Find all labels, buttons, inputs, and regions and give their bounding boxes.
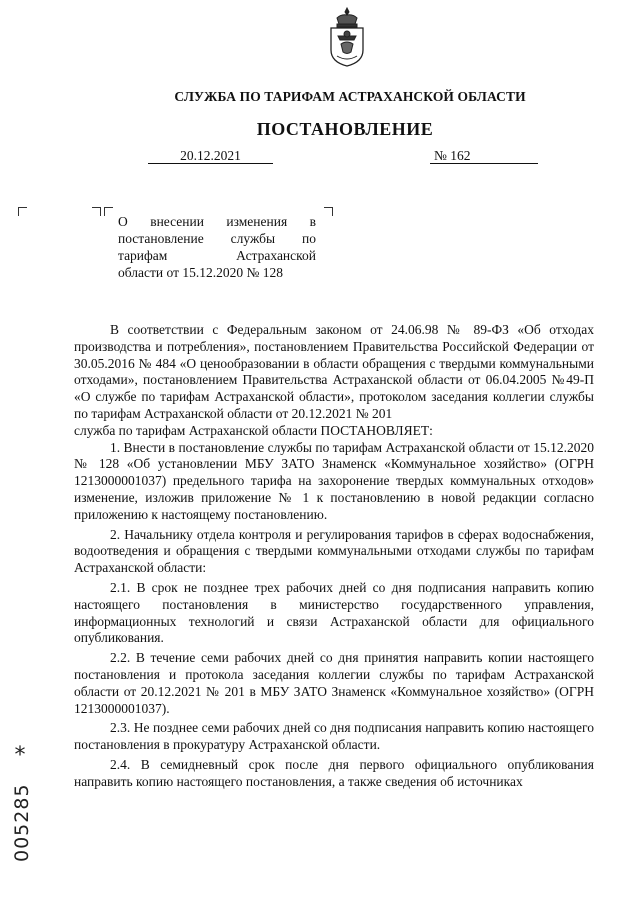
document-date: 20.12.2021 [148, 148, 273, 164]
document-body [74, 322, 594, 794]
paragraph-item-1: 1. Внести в постановление службы по тарифам Астраханской области от 15.12.2020 № 128 «Об установлении МБУ ЗАТО Знаменск «Коммунальное хозяйство» (ОГРН 1213000001037) предельного тарифа на захоронение твердых коммунальных отходов» изменение, изложив приложение № 1 к постановлению в новой редакции согласно приложению к настоящему постановлению. [74, 439, 594, 522]
subject-line: тарифам Астраханской [118, 248, 316, 263]
coat-of-arms-icon [325, 6, 369, 68]
subject-line: области от 15.12.2020 № 128 [118, 265, 283, 280]
document-subject [118, 213, 316, 281]
paragraph-item-2-1: 2.1. В срок не позднее трех рабочих дней со дня подписания направить копию настоящего постановления в министерство государственного управления, информационных технологий и связи Астраханской области для официального опубликования. [74, 579, 594, 646]
document-type: ПОСТАНОВЛЕНИЕ [256, 119, 434, 139]
corner-mark [104, 207, 113, 216]
stamp-star: * [14, 744, 26, 768]
margin-serial-stamp [2, 744, 38, 864]
corner-mark [324, 207, 333, 216]
organization-name: СЛУЖБА ПО ТАРИФАМ АСТРАХАНСКОЙ ОБЛАСТИ [174, 89, 526, 104]
paragraph-item-2: 2. Начальнику отдела контроля и регулирования тарифов в сферах водоснабжения, водоотведения и обращения с твердыми коммунальными отходами службы по тарифам Астраханской области: [74, 526, 594, 576]
stamp-serial: 005285 [11, 783, 33, 862]
corner-mark [18, 207, 27, 216]
subject-line: О внесении изменения в [118, 214, 316, 229]
paragraph-item-2-2: 2.2. В течение семи рабочих дней со дня принятия направить копии настоящего постановления и протокола заседания коллегии службы по тарифам Астраханской области от 20.12.2021 № 201 в МБУ ЗАТО Знаменск «Коммунальное хозяйство» (ОГРН 1213000001037). [74, 650, 594, 716]
subject-line: постановление службы по [118, 231, 316, 246]
paragraph-item-2-4: 2.4. В семидневный срок после дня первого официального опубликования направить копию настоящего постановления, а также сведения об источниках [74, 756, 594, 789]
decree-line: служба по тарифам Астраханской области ПОСТАНОВЛЯЕТ: [74, 422, 433, 438]
preamble-paragraph: В соответствии с Федеральным законом от 24.06.98 № 89-ФЗ «Об отходах производства и потребления», постановлением Правительства Российской Федерации от 30.05.2016 № 484 «О ценообразовании в области обращения с твердыми коммунальными отходами», постановлением Правительства Астраханской области от 06.04.2005 №49-П «О службе по тарифам Астраханской области», протоколом заседания коллегии службы по тарифам Астраханской области от 20.12.2021 № 201 [74, 322, 594, 421]
document-number: № 162 [430, 148, 538, 164]
paragraph-item-2-3: 2.3. Не позднее семи рабочих дней со дня подписания направить копию настоящего постановления в прокуратуру Астраханской области. [74, 720, 594, 753]
corner-mark [92, 207, 101, 216]
